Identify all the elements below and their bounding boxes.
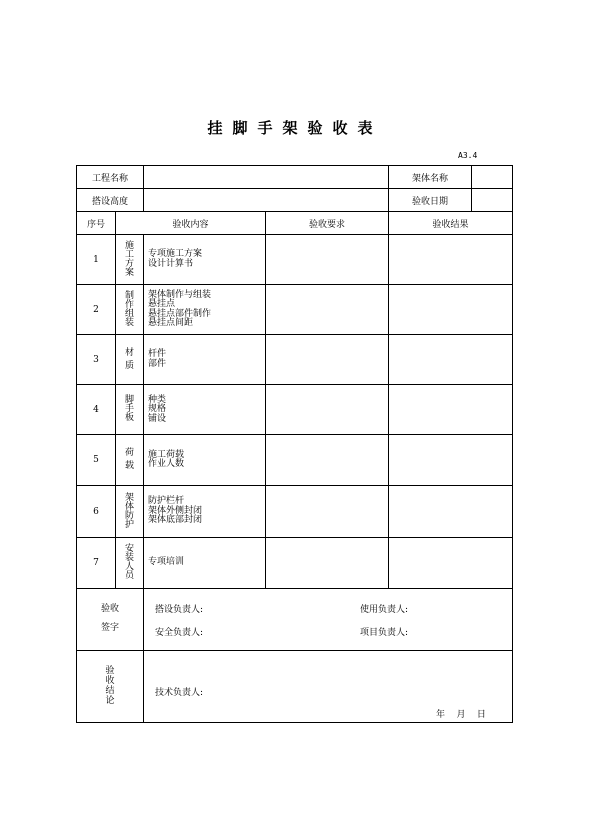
row-number: 4	[77, 385, 116, 435]
accept-date-cell	[389, 189, 513, 212]
row-category: 施工方案	[116, 235, 144, 285]
row-result-cell[interactable]	[389, 435, 513, 486]
row-items: 架体制作与组装 悬挂点 悬挂点部件制作 悬挂点间距	[144, 285, 266, 335]
project-name-field[interactable]	[144, 166, 389, 189]
frame-name-cell	[389, 166, 513, 189]
row-items: 专项培训	[144, 537, 266, 588]
row-number: 5	[77, 435, 116, 486]
row-items: 专项施工方案 设计计算书	[144, 235, 266, 285]
header-row-1	[77, 166, 513, 189]
conclusion-row	[77, 650, 513, 722]
col-result: 验收结果	[389, 212, 513, 235]
row-number: 2	[77, 285, 116, 335]
project-name-label: 工程名称	[77, 166, 144, 189]
safety-manager-label: 安全负责人:	[155, 627, 204, 638]
conclusion-date: 年 月 日	[436, 709, 486, 720]
signature-row	[77, 588, 513, 650]
col-content: 验收内容	[116, 212, 266, 235]
row-requirement-cell[interactable]	[266, 285, 389, 335]
row-result-cell[interactable]	[389, 285, 513, 335]
form-code: A3.4	[458, 151, 478, 160]
form-title: 挂脚手架验收表	[207, 119, 383, 137]
row-category: 安装人员	[116, 537, 144, 588]
row-category: 荷载	[116, 435, 144, 486]
table-row	[77, 385, 513, 435]
table-row	[77, 537, 513, 588]
row-items: 种类 规格 铺设	[144, 385, 266, 435]
row-items: 防护栏杆 架体外侧封闭 架体底部封闭	[144, 486, 266, 537]
row-category: 脚手板	[116, 385, 144, 435]
frame-name-label: 架体名称	[389, 166, 472, 188]
row-result-cell[interactable]	[389, 235, 513, 285]
acceptance-table	[76, 165, 513, 723]
row-result-cell[interactable]	[389, 537, 513, 588]
row-requirement-cell[interactable]	[266, 235, 389, 285]
row-requirement-cell[interactable]	[266, 486, 389, 537]
conclusion-label: 验收结论	[77, 650, 144, 722]
row-number: 3	[77, 335, 116, 385]
conclusion-area[interactable]	[144, 650, 513, 722]
row-category: 制作组装	[116, 285, 144, 335]
table-row	[77, 285, 513, 335]
row-number: 6	[77, 486, 116, 537]
accept-date-field[interactable]	[472, 189, 512, 211]
col-seq: 序号	[77, 212, 116, 235]
table-row	[77, 435, 513, 486]
row-requirement-cell[interactable]	[266, 537, 389, 588]
header-row-2	[77, 189, 513, 212]
table-row	[77, 335, 513, 385]
erect-manager-label: 搭设负责人:	[155, 604, 204, 615]
erect-height-field[interactable]	[144, 189, 389, 212]
project-manager-label: 项目负责人:	[360, 627, 409, 638]
row-category: 材质	[116, 335, 144, 385]
table-row	[77, 235, 513, 285]
signature-area[interactable]	[144, 588, 513, 650]
accept-date-label: 验收日期	[389, 189, 472, 211]
signature-label: 验收 签字	[77, 588, 144, 650]
row-requirement-cell[interactable]	[266, 335, 389, 385]
erect-height-label: 搭设高度	[77, 189, 144, 212]
row-result-cell[interactable]	[389, 335, 513, 385]
column-header-row	[77, 212, 513, 235]
table-row	[77, 486, 513, 537]
row-items: 施工荷载 作业人数	[144, 435, 266, 486]
row-items: 杆件 部件	[144, 335, 266, 385]
row-number: 1	[77, 235, 116, 285]
row-result-cell[interactable]	[389, 385, 513, 435]
row-result-cell[interactable]	[389, 486, 513, 537]
frame-name-field[interactable]	[472, 166, 512, 188]
tech-manager-label: 技术负责人:	[155, 687, 204, 698]
row-requirement-cell[interactable]	[266, 385, 389, 435]
row-requirement-cell[interactable]	[266, 435, 389, 486]
col-requirement: 验收要求	[266, 212, 389, 235]
use-manager-label: 使用负责人:	[360, 604, 409, 615]
row-category: 架体防护	[116, 486, 144, 537]
row-number: 7	[77, 537, 116, 588]
